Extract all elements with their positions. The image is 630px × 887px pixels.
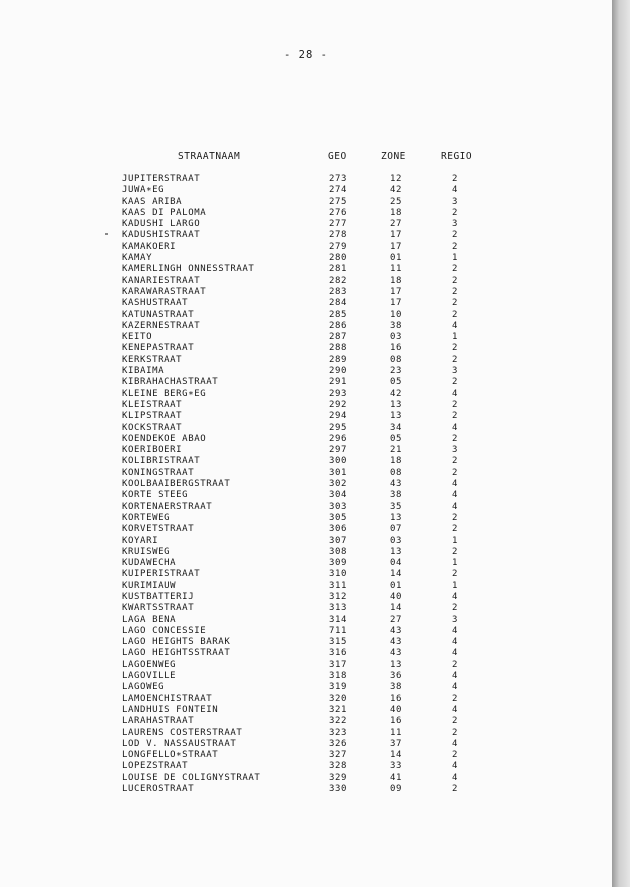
regio-cell: 2	[451, 546, 459, 557]
regio-cell: 2	[451, 286, 459, 297]
geo-cell: 292	[328, 399, 347, 410]
table-row	[0, 773, 612, 784]
regio-cell: 2	[451, 275, 459, 286]
scan-speck	[105, 233, 108, 235]
street-name-cell: KOENDEKOE ABAO	[122, 433, 207, 444]
regio-cell: 4	[451, 704, 459, 715]
header-regio: REGIO	[441, 151, 473, 162]
geo-cell: 291	[328, 377, 347, 388]
regio-cell: 4	[451, 388, 459, 399]
regio-cell: 4	[451, 591, 459, 602]
geo-cell: 711	[328, 625, 347, 636]
zone-cell: 03	[389, 535, 402, 546]
regio-cell: 4	[451, 648, 459, 659]
street-name-cell: LAGO HEIGHTSSTRAAT	[122, 648, 231, 659]
regio-cell: 1	[451, 332, 459, 343]
zone-cell: 11	[389, 264, 402, 275]
regio-cell: 2	[451, 309, 459, 320]
zone-cell: 43	[389, 637, 402, 648]
geo-cell: 287	[328, 332, 347, 343]
regio-cell: 4	[451, 501, 459, 512]
zone-cell: 43	[389, 625, 402, 636]
geo-cell: 321	[328, 704, 347, 715]
geo-cell: 316	[328, 648, 347, 659]
street-name-cell: KOOLBAAIBERGSTRAAT	[122, 479, 231, 490]
zone-cell: 13	[389, 546, 402, 557]
zone-cell: 13	[389, 399, 402, 410]
zone-cell: 41	[389, 772, 402, 783]
zone-cell: 01	[389, 253, 402, 264]
table-row	[0, 411, 612, 422]
geo-cell: 310	[328, 569, 347, 580]
table-row	[0, 637, 612, 648]
regio-cell: 2	[451, 603, 459, 614]
zone-cell: 43	[389, 479, 402, 490]
geo-cell: 275	[328, 196, 347, 207]
table-row	[0, 761, 612, 772]
table-row	[0, 332, 612, 343]
table-row	[0, 434, 612, 445]
geo-cell: 313	[328, 603, 347, 614]
zone-cell: 38	[389, 320, 402, 331]
geo-cell: 309	[328, 558, 347, 569]
regio-cell: 2	[451, 467, 459, 478]
regio-cell: 4	[451, 637, 459, 648]
street-name-cell: KATUNASTRAAT	[122, 309, 195, 320]
table-row	[0, 716, 612, 727]
regio-cell: 2	[451, 399, 459, 410]
geo-cell: 303	[328, 501, 347, 512]
zone-cell: 17	[389, 241, 402, 252]
table-row	[0, 513, 612, 524]
zone-cell: 07	[389, 524, 402, 535]
regio-cell: 4	[451, 320, 459, 331]
street-name-cell: KIBRAHACHASTRAAT	[122, 377, 219, 388]
street-name-cell: KLEISTRAAT	[122, 399, 183, 410]
zone-cell: 03	[389, 332, 402, 343]
street-name-cell: KUDAWECHA	[122, 558, 177, 569]
street-name-cell: LAURENS COSTERSTRAAT	[122, 727, 243, 738]
table-row	[0, 660, 612, 671]
street-name-cell: KORTEWEG	[122, 512, 171, 523]
regio-cell: 4	[451, 738, 459, 749]
street-name-cell: KOERIBOERI	[122, 445, 183, 456]
geo-cell: 301	[328, 467, 347, 478]
zone-cell: 40	[389, 704, 402, 715]
zone-cell: 17	[389, 286, 402, 297]
street-name-cell: LARAHASTRAAT	[122, 716, 195, 727]
table-row	[0, 185, 612, 196]
regio-cell: 2	[451, 750, 459, 761]
geo-cell: 277	[328, 219, 347, 230]
street-name-cell: KOCKSTRAAT	[122, 422, 183, 433]
street-name-cell: LAGOWEG	[122, 682, 165, 693]
table-row	[0, 750, 612, 761]
regio-cell: 4	[451, 671, 459, 682]
geo-cell: 281	[328, 264, 347, 275]
zone-cell: 42	[389, 388, 402, 399]
table-row	[0, 445, 612, 456]
regio-cell: 2	[451, 264, 459, 275]
geo-cell: 295	[328, 422, 347, 433]
zone-cell: 14	[389, 569, 402, 580]
table-row	[0, 423, 612, 434]
zone-cell: 01	[389, 580, 402, 591]
regio-cell: 2	[451, 456, 459, 467]
street-name-cell: KOYARI	[122, 535, 159, 546]
geo-cell: 285	[328, 309, 347, 320]
regio-cell: 2	[451, 241, 459, 252]
geo-cell: 319	[328, 682, 347, 693]
table-row	[0, 479, 612, 490]
table-row	[0, 321, 612, 332]
regio-cell: 1	[451, 535, 459, 546]
table-row	[0, 705, 612, 716]
table-row	[0, 264, 612, 275]
zone-cell: 11	[389, 727, 402, 738]
geo-cell: 294	[328, 411, 347, 422]
table-row	[0, 694, 612, 705]
geo-cell: 304	[328, 490, 347, 501]
street-name-cell: KRUISWEG	[122, 546, 171, 557]
zone-cell: 17	[389, 230, 402, 241]
header-zone: ZONE	[381, 151, 406, 162]
regio-cell: 4	[451, 772, 459, 783]
zone-cell: 40	[389, 591, 402, 602]
geo-cell: 282	[328, 275, 347, 286]
geo-cell: 286	[328, 320, 347, 331]
regio-cell: 2	[451, 524, 459, 535]
regio-cell: 2	[451, 512, 459, 523]
table-row	[0, 208, 612, 219]
geo-cell: 300	[328, 456, 347, 467]
street-name-cell: KONINGSTRAAT	[122, 467, 195, 478]
zone-cell: 18	[389, 456, 402, 467]
street-name-cell: KORVETSTRAAT	[122, 524, 195, 535]
street-name-cell: LOUISE DE COLIGNYSTRAAT	[122, 772, 261, 783]
zone-cell: 34	[389, 422, 402, 433]
table-row	[0, 197, 612, 208]
zone-cell: 12	[389, 174, 402, 184]
table-row	[0, 468, 612, 479]
zone-cell: 38	[389, 682, 402, 693]
zone-cell: 17	[389, 298, 402, 309]
table-row	[0, 603, 612, 614]
page-edge-shadow	[612, 0, 630, 887]
regio-cell: 2	[451, 433, 459, 444]
regio-cell: 3	[451, 219, 459, 230]
geo-cell: 279	[328, 241, 347, 252]
regio-cell: 2	[451, 354, 459, 365]
street-name-cell: KAMAKOERI	[122, 241, 177, 252]
geo-cell: 306	[328, 524, 347, 535]
street-name-cell: KOLIBRISTRAAT	[122, 456, 201, 467]
zone-cell: 05	[389, 377, 402, 388]
table-row	[0, 310, 612, 321]
street-name-cell: KAMAY	[122, 253, 153, 264]
geo-cell: 329	[328, 772, 347, 783]
regio-cell: 4	[451, 479, 459, 490]
street-name-cell: KARAWARASTRAAT	[122, 286, 207, 297]
zone-cell: 08	[389, 467, 402, 478]
geo-cell: 278	[328, 230, 347, 241]
table-row	[0, 502, 612, 513]
geo-cell: 323	[328, 727, 347, 738]
street-name-cell: JUPITERSTRAAT	[122, 174, 201, 184]
street-name-cell: KERKSTRAAT	[122, 354, 183, 365]
street-name-cell: KLEINE BERG∗EG	[122, 388, 207, 399]
geo-cell: 317	[328, 659, 347, 670]
regio-cell: 2	[451, 298, 459, 309]
geo-cell: 314	[328, 614, 347, 625]
street-name-cell: KAMERLINGH ONNESSTRAAT	[122, 264, 255, 275]
geo-cell: 318	[328, 671, 347, 682]
regio-cell: 1	[451, 580, 459, 591]
zone-cell: 18	[389, 275, 402, 286]
street-name-cell: KORTENAERSTRAAT	[122, 501, 213, 512]
street-name-cell: LOPEZSTRAAT	[122, 761, 189, 772]
geo-cell: 330	[328, 784, 347, 795]
street-name-cell: LANDHUIS FONTEIN	[122, 704, 219, 715]
geo-cell: 305	[328, 512, 347, 523]
street-name-cell: LAGA BENA	[122, 614, 177, 625]
header-geo: GEO	[328, 151, 347, 162]
zone-cell: 16	[389, 716, 402, 727]
geo-cell: 273	[328, 174, 347, 184]
zone-cell: 04	[389, 558, 402, 569]
street-name-cell: LAGOENWEG	[122, 659, 177, 670]
geo-cell: 302	[328, 479, 347, 490]
zone-cell: 37	[389, 738, 402, 749]
page-number: - 28 -	[284, 49, 328, 61]
table-row	[0, 547, 612, 558]
table-row	[0, 400, 612, 411]
zone-cell: 10	[389, 309, 402, 320]
table-row	[0, 456, 612, 467]
regio-cell: 4	[451, 682, 459, 693]
geo-cell: 290	[328, 366, 347, 377]
geo-cell: 328	[328, 761, 347, 772]
street-name-cell: KAZERNESTRAAT	[122, 320, 201, 331]
zone-cell: 42	[389, 185, 402, 196]
table-row	[0, 242, 612, 253]
street-name-cell: LOD V. NASSAUSTRAAT	[122, 738, 237, 749]
zone-cell: 21	[389, 445, 402, 456]
street-name-cell: KAAS DI PALOMA	[122, 207, 207, 218]
table-row	[0, 592, 612, 603]
zone-cell: 16	[389, 343, 402, 354]
street-name-cell: KUIPERISTRAAT	[122, 569, 201, 580]
zone-cell: 43	[389, 648, 402, 659]
geo-cell: 307	[328, 535, 347, 546]
table-row	[0, 728, 612, 739]
zone-cell: 05	[389, 433, 402, 444]
regio-cell: 2	[451, 174, 459, 184]
header-straatnaam: STRAATNAAM	[178, 151, 241, 162]
geo-cell: 288	[328, 343, 347, 354]
zone-cell: 33	[389, 761, 402, 772]
regio-cell: 2	[451, 659, 459, 670]
regio-cell: 3	[451, 196, 459, 207]
geo-cell: 327	[328, 750, 347, 761]
table-row	[0, 784, 612, 795]
street-name-cell: LAGO HEIGHTS BARAK	[122, 637, 231, 648]
street-name-cell: KENEPASTRAAT	[122, 343, 195, 354]
geo-cell: 308	[328, 546, 347, 557]
zone-cell: 36	[389, 671, 402, 682]
geo-cell: 326	[328, 738, 347, 749]
regio-cell: 1	[451, 558, 459, 569]
zone-cell: 25	[389, 196, 402, 207]
geo-cell: 293	[328, 388, 347, 399]
table-row	[0, 581, 612, 592]
table-row	[0, 536, 612, 547]
geo-cell: 283	[328, 286, 347, 297]
regio-cell: 2	[451, 207, 459, 218]
table-row	[0, 648, 612, 659]
table-row	[0, 230, 612, 241]
table-row	[0, 377, 612, 388]
table-row	[0, 276, 612, 287]
street-name-cell: KWARTSSTRAAT	[122, 603, 195, 614]
geo-cell: 280	[328, 253, 347, 264]
regio-cell: 2	[451, 230, 459, 241]
regio-cell: 2	[451, 343, 459, 354]
zone-cell: 27	[389, 614, 402, 625]
table-row	[0, 524, 612, 535]
zone-cell: 09	[389, 784, 402, 795]
table-row	[0, 671, 612, 682]
street-name-cell: KUSTBATTERIJ	[122, 591, 195, 602]
geo-cell: 276	[328, 207, 347, 218]
regio-cell: 3	[451, 614, 459, 625]
table-row	[0, 739, 612, 750]
street-table	[0, 174, 612, 795]
street-name-cell: KORTE STEEG	[122, 490, 189, 501]
table-row	[0, 490, 612, 501]
zone-cell: 38	[389, 490, 402, 501]
zone-cell: 16	[389, 693, 402, 704]
zone-cell: 14	[389, 750, 402, 761]
zone-cell: 13	[389, 659, 402, 670]
geo-cell: 284	[328, 298, 347, 309]
table-row	[0, 219, 612, 230]
street-name-cell: KURIMIAUW	[122, 580, 177, 591]
geo-cell: 296	[328, 433, 347, 444]
street-name-cell: LAMOENCHISTRAAT	[122, 693, 213, 704]
regio-cell: 4	[451, 625, 459, 636]
regio-cell: 2	[451, 727, 459, 738]
zone-cell: 23	[389, 366, 402, 377]
table-row	[0, 174, 612, 185]
zone-cell: 27	[389, 219, 402, 230]
street-name-cell: LUCEROSTRAAT	[122, 784, 195, 795]
table-row	[0, 615, 612, 626]
table-row	[0, 389, 612, 400]
zone-cell: 13	[389, 512, 402, 523]
regio-cell: 3	[451, 445, 459, 456]
regio-cell: 2	[451, 693, 459, 704]
street-name-cell: KASHUSTRAAT	[122, 298, 189, 309]
table-row	[0, 626, 612, 637]
street-name-cell: JUWA∗EG	[122, 185, 165, 196]
geo-cell: 315	[328, 637, 347, 648]
table-row	[0, 298, 612, 309]
zone-cell: 14	[389, 603, 402, 614]
regio-cell: 4	[451, 422, 459, 433]
table-row	[0, 682, 612, 693]
street-name-cell: LONGFELLO∗STRAAT	[122, 750, 219, 761]
geo-cell: 320	[328, 693, 347, 704]
regio-cell: 2	[451, 716, 459, 727]
regio-cell: 2	[451, 784, 459, 795]
regio-cell: 2	[451, 411, 459, 422]
regio-cell: 2	[451, 569, 459, 580]
geo-cell: 274	[328, 185, 347, 196]
street-name-cell: KANARIESTRAAT	[122, 275, 201, 286]
regio-cell: 4	[451, 185, 459, 196]
street-name-cell: KAAS ARIBA	[122, 196, 183, 207]
street-name-cell: KEITO	[122, 332, 153, 343]
table-row	[0, 253, 612, 264]
geo-cell: 289	[328, 354, 347, 365]
regio-cell: 1	[451, 253, 459, 264]
regio-cell: 3	[451, 366, 459, 377]
table-row	[0, 366, 612, 377]
zone-cell: 08	[389, 354, 402, 365]
table-row	[0, 343, 612, 354]
table-row	[0, 558, 612, 569]
street-name-cell: LAGO CONCESSIE	[122, 625, 207, 636]
table-row	[0, 287, 612, 298]
geo-cell: 312	[328, 591, 347, 602]
street-name-cell: KADUSHISTRAAT	[122, 230, 201, 241]
zone-cell: 35	[389, 501, 402, 512]
zone-cell: 13	[389, 411, 402, 422]
street-name-cell: KIBAIMA	[122, 366, 165, 377]
street-name-cell: LAGOVILLE	[122, 671, 177, 682]
street-name-cell: KADUSHI LARGO	[122, 219, 201, 230]
geo-cell: 322	[328, 716, 347, 727]
regio-cell: 4	[451, 490, 459, 501]
geo-cell: 311	[328, 580, 347, 591]
table-row	[0, 355, 612, 366]
regio-cell: 4	[451, 761, 459, 772]
geo-cell: 297	[328, 445, 347, 456]
street-name-cell: KLIPSTRAAT	[122, 411, 183, 422]
table-row	[0, 569, 612, 580]
zone-cell: 18	[389, 207, 402, 218]
regio-cell: 2	[451, 377, 459, 388]
